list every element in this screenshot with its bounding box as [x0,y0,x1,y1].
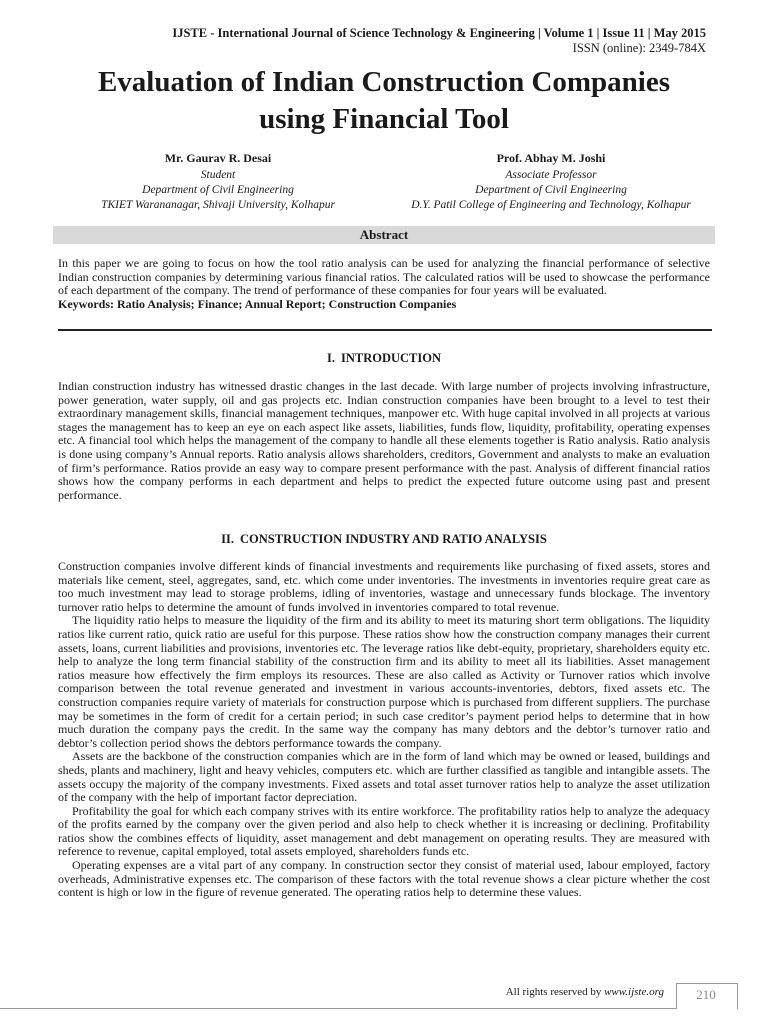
footer-rights [506,986,664,998]
section-heading-construction-industry [58,532,710,547]
abstract-body [58,257,710,311]
footer-divider [0,1008,676,1009]
section-heading-introduction [58,351,710,366]
keywords-line: Keywords: Ratio Analysis; Finance; Annual Report; Construction Companies [58,296,457,311]
paper-title-line-2: using Financial Tool [259,103,509,135]
section-number: II. [221,532,235,546]
abstract-text: In this paper we are going to focus on how the tool ratio analysis can be used for analyzing the financial performance of selective Indian construction companies by determining various financial ratios. The calculated ratios will be used to showcase the performance of each department of the company. The trend of performance of these companies for four years will be evaluated. [58,256,710,298]
abstract-heading: Abstract [53,226,715,244]
paper-title [40,64,728,138]
paragraph: Assets are the backbone of the construction companies which are in the form of land which may be owned or leased, buildings and sheds, plants and machinery, light and heavy vehicles, computers etc. which are further classified as tangible and intangible assets. The assets occupy the majority of the company investments. Fixed assets and total asset turnover ratios help to analyze the asset utilization of the company with the help of important factor depreciation. [58,749,710,805]
section-body-construction-industry [58,560,710,900]
author-department: Department of Civil Engineering [142,184,294,196]
journal-header [172,26,706,56]
journal-citation: IJSTE - International Journal of Science Technology & Engineering | Volume 1 | Issue 11 | May 2015 [172,26,706,40]
author-block-2 [378,151,724,213]
section-number: I. [326,351,335,365]
abstract-divider [58,329,712,331]
author-institute: D.Y. Patil College of Engineering and Technology, Kolhapur [411,199,691,211]
journal-issn: ISSN (online): 2349-784X [572,41,706,55]
author-institute: TKIET Warananagar, Shivaji University, Kolhapur [101,199,335,211]
footer-rights-text: All rights reserved by [505,986,602,998]
section-body-introduction [58,380,710,502]
author-name: Mr. Gaurav R. Desai [164,151,272,165]
section-title: INTRODUCTION [340,351,441,365]
paragraph: Indian construction industry has witnessed drastic changes in the last decade. With large number of projects involving infrastructure, power generation, water supply, oil and gas projects etc. Indian construction companies have been brought to a level to test their extraordinary management skills, financial management techniques, manpower etc. With huge capital involved in all projects at various stages the management has to keep an eye on each aspect like assets, liabilities, funds flow, liquidity, profitability, operating expenses etc. A financial tool which helps the management of the company to handle all these elements together is Ratio analysis. Ratio analysis is done using company’s Annual reports. Ratio analysis allows shareholders, creditors, Government and analysts to make an evaluation of firm’s performance. Ratios provide an easy way to compare present performance with the past. Analysis of different financial ratios shows how the company performs in each department and helps to predict the expected future outcome using past and present performance. [58,379,710,502]
page-number: 210 [696,987,716,1002]
author-role: Student [200,169,236,181]
paragraph: Operating expenses are a vital part of any company. In construction sector they consist of material used, labour employed, factory overheads, Administrative expenses etc. The comparison of these factors with the total revenue shows a clear picture whether the cost content is high or low in the figure of revenue generated. The operating ratios help to determine these values. [58,858,710,900]
footer-site-link[interactable]: www.ijste.org [604,986,664,998]
author-name: Prof. Abhay M. Joshi [496,151,606,165]
paper-title-line-1: Evaluation of Indian Construction Companies [97,66,671,98]
paragraph: Profitability the goal for which each company strives with its entire workforce. The profitability ratios help to analyze the adequacy of the profits earned by the company over the given period and also help to check whether it is increasing or declining. Profitability ratios show the combines effects of liquidity, asset management and debt management on operating results. They are measured with reference to revenue, capital employed, total assets employed, shareholders funds etc. [58,803,710,859]
author-department: Department of Civil Engineering [475,184,627,196]
author-block-1 [70,151,366,213]
author-role: Associate Professor [505,169,597,181]
paragraph: The liquidity ratio helps to measure the liquidity of the firm and its ability to meet its maturing short term obligations. The liquidity ratios like current ratio, quick ratio are useful for this purpose. These ratios show how the construction company manages their current assets, loans, current liabilities and provisions, inventories etc. The leverage ratios like debt-equity, proprietary, shareholders equity etc. help to analyze the long term financial stability of the construction firm and its ability to meet all its liabilities. Asset management ratios measure how effectively the firm employs its resources. These are also called as Activity or Turnover ratios which involve comparison between the total revenue generated and investment in various accounts-inventories, debtors, fixed assets etc. The construction companies require variety of materials for construction purpose which is purchased from different suppliers. The purchase may be sometimes in the form of credit for a certain period; in such case creditor’s payment period helps to determine that in how much duration the company pays the credit. In the same way the company has many debtors and the debtor’s turnover ratio and debtor’s collection period shows the debtors performance towards the company. [58,613,710,750]
paragraph: Construction companies involve different kinds of financial investments and requirements like purchasing of fixed assets, stores and materials like cement, steel, aggregates, sand, etc. which come under inventories. The investments in inventories require great care as too much investment may lead to storage problems, idling of inventories, wastage and unnecessary funds blockage. The inventory turnover ratio helps to determine the amount of funds involved in inventories compared to total revenue. [58,559,710,614]
section-title: CONSTRUCTION INDUSTRY AND RATIO ANALYSIS [240,532,547,546]
